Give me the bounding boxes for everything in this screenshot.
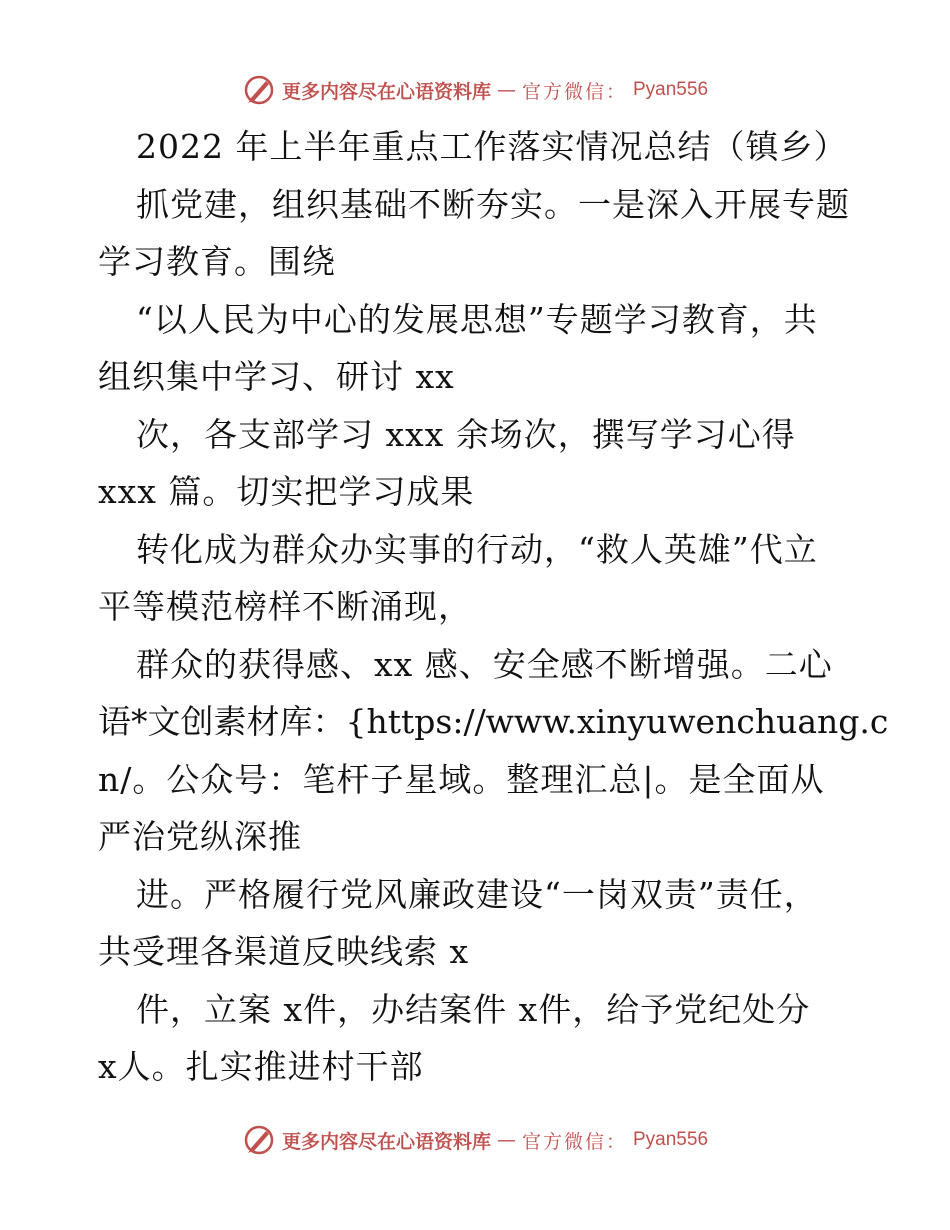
pen-logo-icon <box>242 1123 276 1157</box>
text-line: 平等模范榜样不断涌现， <box>98 587 472 626</box>
banner-main-text: 更多内容尽在心语资料库 <box>281 80 491 103</box>
banner-wechat-id: Pyan556 <box>633 79 709 100</box>
banner-separator: — <box>496 1129 516 1151</box>
document-title: 2022 年上半年重点工作落实情况总结（镇乡） <box>136 127 848 166</box>
text-line: 语*文创素材库：{https://www.xinyuwenchuang.c <box>98 702 889 741</box>
text-line: 抓党建，组织基础不断夯实。一是深入开展专题 <box>136 184 850 224</box>
pen-logo-icon <box>242 73 276 107</box>
footer-banner <box>0 1120 950 1160</box>
banner-main-text: 更多内容尽在心语资料库 <box>281 1130 491 1153</box>
banner-official-label: 官方微信： <box>521 80 627 103</box>
text-line: x人。扎实推进村干部 <box>98 1047 424 1086</box>
document-body <box>98 118 889 1096</box>
text-line: 进。严格履行党风廉政建设“一岗双责”责任， <box>136 874 818 914</box>
text-line: 共受理各渠道反映线索 x <box>98 932 470 971</box>
header-banner <box>0 70 950 110</box>
banner-separator: — <box>496 79 516 101</box>
banner-official-label: 官方微信： <box>521 1130 627 1153</box>
text-line: 件，立案 x件，办结案件 x件，给予党纪处分 <box>136 989 811 1029</box>
text-line: 组织集中学习、研讨 xx <box>98 357 455 396</box>
text-line: 转化成为群众办实事的行动，“救人英雄”代立 <box>136 529 818 569</box>
text-line: 次，各支部学习 xxx 余场次，撰写学习心得 <box>136 414 796 454</box>
text-line: 严治党纵深推 <box>98 817 302 856</box>
text-line: n/。公众号：笔杆子星域。整理汇总|。是全面从 <box>98 759 825 799</box>
text-line: “以人民为中心的发展思想”专题学习教育，共 <box>136 299 818 339</box>
text-line: 学习教育。围绕 <box>98 242 336 281</box>
banner-wechat-id: Pyan556 <box>633 1129 709 1150</box>
text-line: xxx 篇。切实把学习成果 <box>98 472 475 511</box>
text-line: 群众的获得感、xx 感、安全感不断增强。二心 <box>136 644 833 684</box>
